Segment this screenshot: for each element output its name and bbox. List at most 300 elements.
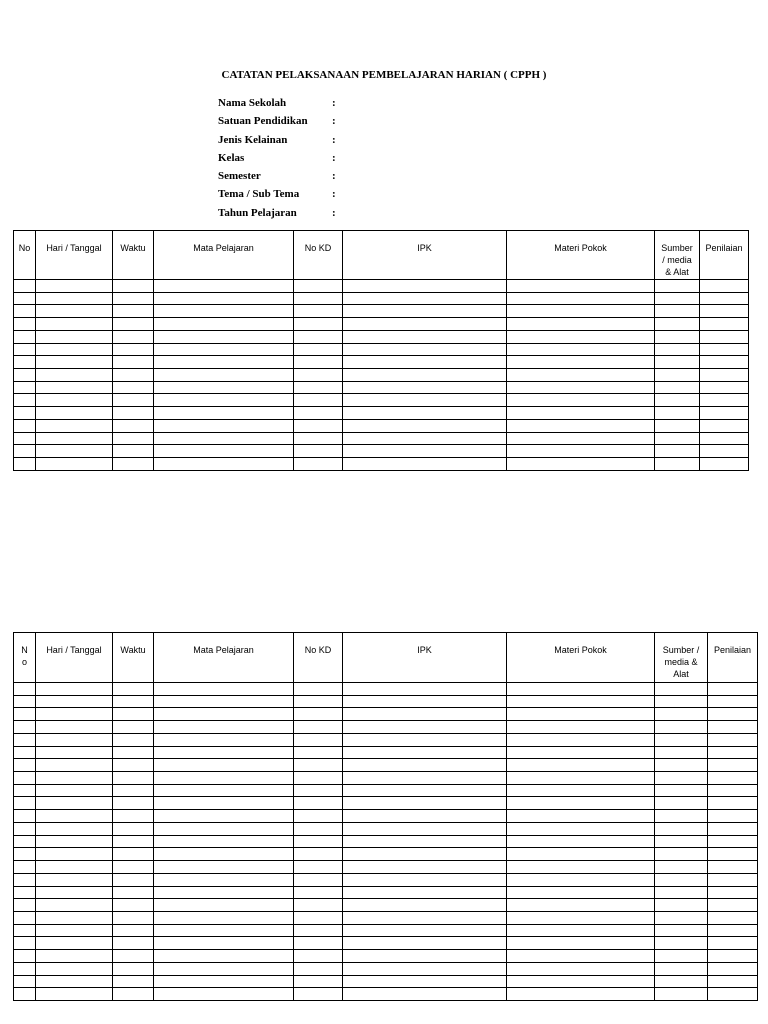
table-row xyxy=(14,280,749,293)
table-cell xyxy=(113,407,154,420)
table-cell xyxy=(507,810,655,823)
table-cell xyxy=(708,759,758,772)
table-row xyxy=(14,458,749,471)
table-cell xyxy=(36,445,113,458)
table-cell xyxy=(507,733,655,746)
table-cell xyxy=(154,432,294,445)
table-cell xyxy=(708,708,758,721)
cpph-table-1 xyxy=(13,230,749,471)
table-row xyxy=(14,432,749,445)
table-cell xyxy=(343,343,507,356)
table-cell xyxy=(700,292,749,305)
table-row xyxy=(14,445,749,458)
table-cell xyxy=(154,975,294,988)
table-cell xyxy=(708,886,758,899)
table-cell xyxy=(655,733,708,746)
field-label: Tema / Sub Tema xyxy=(218,188,300,201)
table-cell xyxy=(507,318,655,331)
table-cell xyxy=(655,343,700,356)
table-cell xyxy=(655,683,708,696)
table-cell xyxy=(294,458,343,471)
table-cell xyxy=(343,899,507,912)
table-cell xyxy=(36,746,113,759)
table-cell xyxy=(36,369,113,382)
table-cell xyxy=(154,886,294,899)
table-cell xyxy=(36,848,113,861)
table-cell xyxy=(655,708,708,721)
table-row xyxy=(14,886,758,899)
table-cell xyxy=(507,911,655,924)
table-cell xyxy=(343,861,507,874)
table-cell xyxy=(343,432,507,445)
table-cell xyxy=(507,432,655,445)
table-cell xyxy=(113,305,154,318)
table-cell xyxy=(36,784,113,797)
table-cell xyxy=(343,356,507,369)
table-cell xyxy=(343,911,507,924)
header-sumber-media-alat: Sumber / media & Alat xyxy=(655,633,708,683)
table-cell xyxy=(154,988,294,1001)
table-cell xyxy=(507,708,655,721)
table-cell xyxy=(36,458,113,471)
table-cell xyxy=(113,432,154,445)
table-cell xyxy=(154,343,294,356)
table-cell xyxy=(14,886,36,899)
table-cell xyxy=(36,886,113,899)
table-cell xyxy=(113,381,154,394)
table-cell xyxy=(343,873,507,886)
table-cell xyxy=(113,797,154,810)
table-cell xyxy=(294,695,343,708)
table-row xyxy=(14,708,758,721)
table-cell xyxy=(113,419,154,432)
table-cell xyxy=(113,280,154,293)
table-cell xyxy=(14,292,36,305)
table-cell xyxy=(154,292,294,305)
table-cell xyxy=(507,861,655,874)
table-cell xyxy=(294,899,343,912)
table-cell xyxy=(113,292,154,305)
table-cell xyxy=(655,937,708,950)
table-cell xyxy=(154,394,294,407)
table-cell xyxy=(655,822,708,835)
table-row xyxy=(14,899,758,912)
table-cell xyxy=(14,911,36,924)
table-cell xyxy=(343,797,507,810)
table-cell xyxy=(113,445,154,458)
table-cell xyxy=(14,759,36,772)
table-cell xyxy=(154,937,294,950)
table-row xyxy=(14,873,758,886)
table-cell xyxy=(14,873,36,886)
table-cell xyxy=(655,835,708,848)
table-cell xyxy=(655,975,708,988)
table-cell xyxy=(36,407,113,420)
table-cell xyxy=(36,950,113,963)
table-cell xyxy=(113,988,154,1001)
header-waktu: Waktu xyxy=(113,231,154,280)
table-cell xyxy=(154,721,294,734)
table-cell xyxy=(708,822,758,835)
table-cell xyxy=(343,369,507,382)
table-cell xyxy=(36,419,113,432)
table-cell xyxy=(154,733,294,746)
table-cell xyxy=(294,835,343,848)
table-cell xyxy=(507,280,655,293)
table-cell xyxy=(113,318,154,331)
table-cell xyxy=(14,381,36,394)
table-row xyxy=(14,407,749,420)
table-cell xyxy=(36,988,113,1001)
table-cell xyxy=(343,924,507,937)
table-cell xyxy=(700,419,749,432)
table-cell xyxy=(708,797,758,810)
table-cell xyxy=(294,445,343,458)
table-cell xyxy=(708,772,758,785)
header-hari-tanggal: Hari / Tanggal xyxy=(36,633,113,683)
table-cell xyxy=(655,784,708,797)
table-cell xyxy=(14,848,36,861)
table-cell xyxy=(655,797,708,810)
header-no-kd: No KD xyxy=(294,633,343,683)
table-cell xyxy=(507,356,655,369)
table-cell xyxy=(343,708,507,721)
table-cell xyxy=(113,924,154,937)
field-separator: : xyxy=(332,97,336,109)
table-cell xyxy=(294,988,343,1001)
header-waktu: Waktu xyxy=(113,633,154,683)
table-cell xyxy=(36,797,113,810)
table-cell xyxy=(294,419,343,432)
table-cell xyxy=(708,733,758,746)
table-cell xyxy=(655,950,708,963)
table-cell xyxy=(14,330,36,343)
table-cell xyxy=(343,835,507,848)
table-cell xyxy=(700,343,749,356)
table-cell xyxy=(507,950,655,963)
table-row xyxy=(14,975,758,988)
table-cell xyxy=(154,810,294,823)
table-cell xyxy=(655,988,708,1001)
table-cell xyxy=(14,835,36,848)
table-cell xyxy=(14,924,36,937)
table-row xyxy=(14,835,758,848)
table-cell xyxy=(14,695,36,708)
table-cell xyxy=(507,924,655,937)
table-cell xyxy=(113,394,154,407)
table-cell xyxy=(655,305,700,318)
table-cell xyxy=(507,407,655,420)
table-cell xyxy=(294,924,343,937)
table-cell xyxy=(507,797,655,810)
table-cell xyxy=(343,822,507,835)
table-cell xyxy=(507,746,655,759)
table-cell xyxy=(507,975,655,988)
table-cell xyxy=(294,746,343,759)
table-cell xyxy=(154,419,294,432)
table-cell xyxy=(507,873,655,886)
table-cell xyxy=(343,988,507,1001)
table-cell xyxy=(294,369,343,382)
table-cell xyxy=(154,873,294,886)
table-cell xyxy=(294,861,343,874)
table-cell xyxy=(36,695,113,708)
table-cell xyxy=(343,975,507,988)
table-cell xyxy=(507,784,655,797)
table-cell xyxy=(655,458,700,471)
table-cell xyxy=(294,759,343,772)
table-cell xyxy=(36,899,113,912)
table-cell xyxy=(14,937,36,950)
table-cell xyxy=(343,759,507,772)
table-cell xyxy=(154,369,294,382)
table-cell xyxy=(113,369,154,382)
table-cell xyxy=(294,318,343,331)
table-cell xyxy=(14,419,36,432)
header-no: No xyxy=(14,633,36,683)
table-cell xyxy=(507,988,655,1001)
table-cell xyxy=(343,419,507,432)
table-cell xyxy=(655,924,708,937)
field-label: Nama Sekolah xyxy=(218,97,287,109)
table-cell xyxy=(655,432,700,445)
table-cell xyxy=(343,683,507,696)
table-cell xyxy=(154,911,294,924)
table-cell xyxy=(700,407,749,420)
table-cell xyxy=(14,683,36,696)
table-cell xyxy=(343,746,507,759)
table-cell xyxy=(14,318,36,331)
table-cell xyxy=(655,394,700,407)
table-cell xyxy=(154,861,294,874)
table-cell xyxy=(154,759,294,772)
table-cell xyxy=(507,445,655,458)
table-cell xyxy=(154,330,294,343)
table-cell xyxy=(113,458,154,471)
table-cell xyxy=(36,962,113,975)
table-cell xyxy=(36,873,113,886)
table-cell xyxy=(113,822,154,835)
table-cell xyxy=(700,369,749,382)
table-cell xyxy=(343,886,507,899)
table-cell xyxy=(507,458,655,471)
table-cell xyxy=(113,746,154,759)
field-separator: : xyxy=(332,170,336,183)
header-penilaian: Penilaian xyxy=(708,633,758,683)
table-cell xyxy=(708,784,758,797)
table-row xyxy=(14,911,758,924)
header-ipk: IPK xyxy=(343,633,507,683)
table-cell xyxy=(294,330,343,343)
table-row xyxy=(14,733,758,746)
header-materi-pokok: Materi Pokok xyxy=(507,633,655,683)
table-cell xyxy=(14,988,36,1001)
table-cell xyxy=(14,899,36,912)
table-row xyxy=(14,695,758,708)
table-cell xyxy=(655,873,708,886)
table-cell xyxy=(507,962,655,975)
table-row xyxy=(14,810,758,823)
table-cell xyxy=(14,810,36,823)
table-cell xyxy=(154,784,294,797)
table-cell xyxy=(154,458,294,471)
field-separator: : xyxy=(332,188,336,201)
table-cell xyxy=(154,407,294,420)
table-cell xyxy=(700,318,749,331)
table-cell xyxy=(655,330,700,343)
table-row xyxy=(14,988,758,1001)
field-separator: : xyxy=(332,206,336,219)
table-cell xyxy=(708,988,758,1001)
table-cell xyxy=(294,937,343,950)
table-cell xyxy=(113,356,154,369)
table-cell xyxy=(655,810,708,823)
field-separator: : xyxy=(332,115,336,128)
table-cell xyxy=(36,394,113,407)
table-cell xyxy=(708,721,758,734)
table-cell xyxy=(700,445,749,458)
field-tema xyxy=(218,185,438,203)
table-row xyxy=(14,356,749,369)
header-sumber-media-alat: Sumber / media & Alat xyxy=(655,231,700,280)
table-cell xyxy=(507,937,655,950)
table-row xyxy=(14,394,749,407)
table-cell xyxy=(294,432,343,445)
table-cell xyxy=(343,733,507,746)
table-cell xyxy=(294,280,343,293)
table-cell xyxy=(294,356,343,369)
table-cell xyxy=(700,330,749,343)
table-cell xyxy=(507,822,655,835)
table-cell xyxy=(655,911,708,924)
table-cell xyxy=(36,318,113,331)
table-cell xyxy=(708,810,758,823)
table-cell xyxy=(294,797,343,810)
table-cell xyxy=(36,911,113,924)
table-cell xyxy=(113,708,154,721)
field-kelas xyxy=(218,149,438,167)
table-cell xyxy=(14,708,36,721)
table-cell xyxy=(708,924,758,937)
table-cell xyxy=(36,305,113,318)
table-cell xyxy=(154,318,294,331)
table-cell xyxy=(507,695,655,708)
table-cell xyxy=(343,305,507,318)
table-cell xyxy=(14,458,36,471)
table-cell xyxy=(113,759,154,772)
table-row xyxy=(14,419,749,432)
table-cell xyxy=(655,419,700,432)
table-row xyxy=(14,318,749,331)
table-cell xyxy=(294,292,343,305)
header-mata-pelajaran: Mata Pelajaran xyxy=(154,633,294,683)
table-cell xyxy=(343,962,507,975)
table-cell xyxy=(700,381,749,394)
table-cell xyxy=(655,886,708,899)
table-cell xyxy=(507,899,655,912)
table-cell xyxy=(655,280,700,293)
table-cell xyxy=(36,292,113,305)
table-row xyxy=(14,797,758,810)
table-cell xyxy=(154,445,294,458)
table-cell xyxy=(154,962,294,975)
table-cell xyxy=(14,962,36,975)
table-cell xyxy=(507,292,655,305)
field-label: Satuan Pendidikan xyxy=(218,115,308,128)
table-cell xyxy=(708,746,758,759)
table-cell xyxy=(154,746,294,759)
table-cell xyxy=(154,797,294,810)
table-cell xyxy=(708,911,758,924)
field-label: Jenis Kelainan xyxy=(218,133,288,146)
table-cell xyxy=(294,975,343,988)
table-cell xyxy=(14,305,36,318)
table-cell xyxy=(14,369,36,382)
table-row xyxy=(14,822,758,835)
table-cell xyxy=(700,394,749,407)
table-cell xyxy=(294,822,343,835)
table-cell xyxy=(113,772,154,785)
table-cell xyxy=(14,280,36,293)
table-cell xyxy=(700,432,749,445)
table-cell xyxy=(113,848,154,861)
table-cell xyxy=(14,343,36,356)
field-label: Tahun Pelajaran xyxy=(218,206,297,219)
table-cell xyxy=(343,280,507,293)
table-cell xyxy=(294,381,343,394)
header-ipk: IPK xyxy=(343,231,507,280)
table-cell xyxy=(294,873,343,886)
table-cell xyxy=(113,899,154,912)
table-cell xyxy=(294,733,343,746)
table-cell xyxy=(154,280,294,293)
table-cell xyxy=(113,962,154,975)
table-cell xyxy=(294,911,343,924)
table-cell xyxy=(36,330,113,343)
table-cell xyxy=(343,381,507,394)
table-cell xyxy=(154,772,294,785)
table-row xyxy=(14,683,758,696)
table-cell xyxy=(507,848,655,861)
table-cell xyxy=(655,899,708,912)
table-cell xyxy=(14,861,36,874)
table-row xyxy=(14,861,758,874)
table-cell xyxy=(113,937,154,950)
table-cell xyxy=(14,975,36,988)
table-cell xyxy=(700,458,749,471)
table-row xyxy=(14,305,749,318)
table-cell xyxy=(655,356,700,369)
table-row xyxy=(14,343,749,356)
table-cell xyxy=(655,381,700,394)
table-cell xyxy=(655,848,708,861)
table-cell xyxy=(343,937,507,950)
header-no-kd: No KD xyxy=(294,231,343,280)
table-cell xyxy=(294,394,343,407)
table-cell xyxy=(154,356,294,369)
table-cell xyxy=(154,835,294,848)
table-cell xyxy=(294,683,343,696)
table-cell xyxy=(294,886,343,899)
field-separator: : xyxy=(332,133,336,146)
header-hari-tanggal: Hari / Tanggal xyxy=(36,231,113,280)
header-mata-pelajaran: Mata Pelajaran xyxy=(154,231,294,280)
table-row xyxy=(14,746,758,759)
table-cell xyxy=(708,962,758,975)
table-cell xyxy=(507,886,655,899)
table-cell xyxy=(343,394,507,407)
table-cell xyxy=(294,721,343,734)
